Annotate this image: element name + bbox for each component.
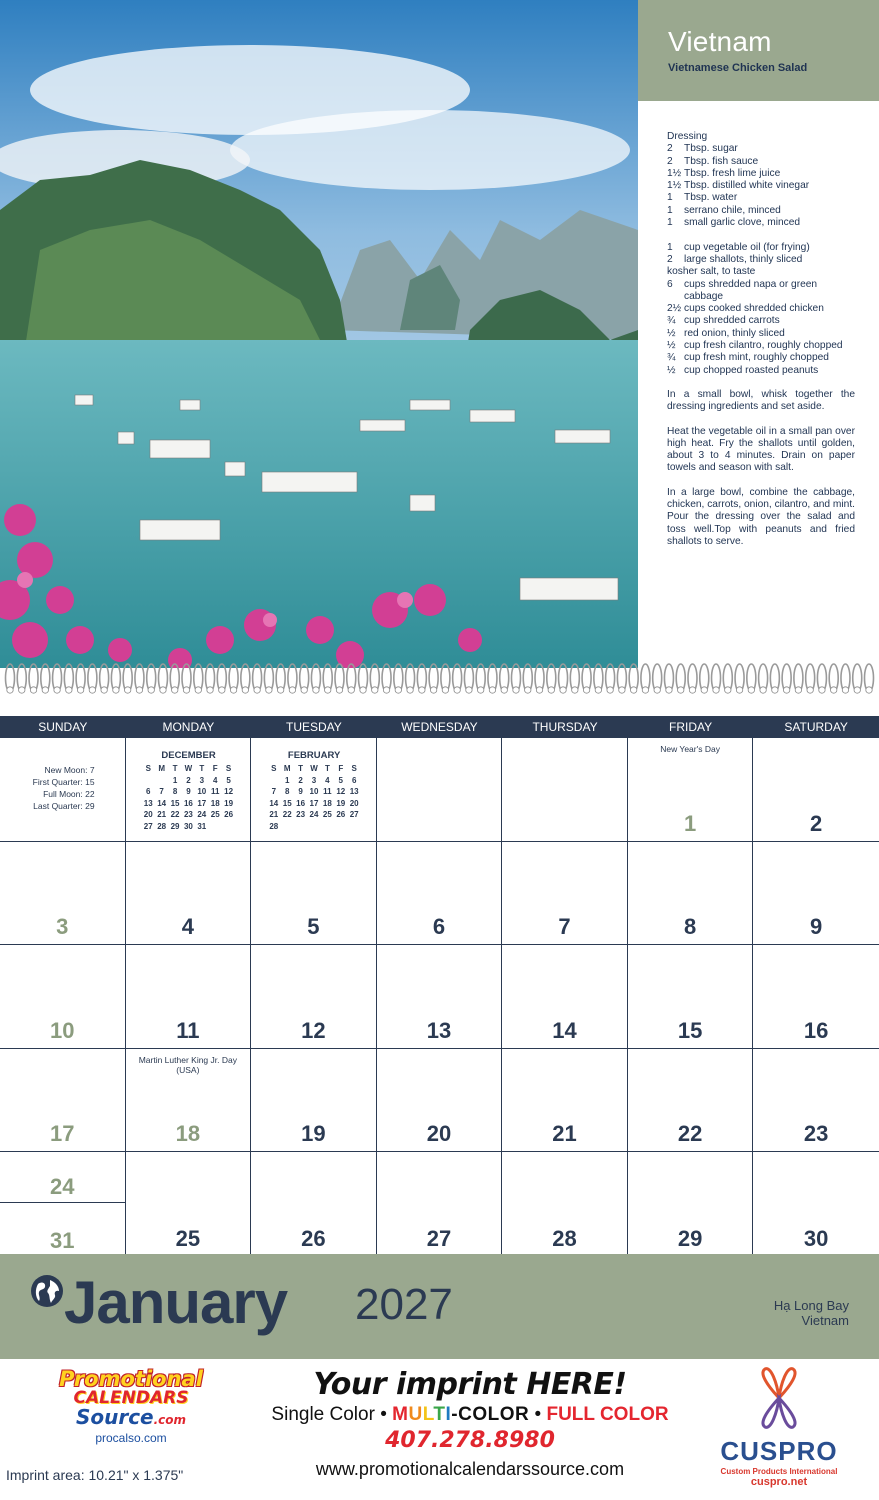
spiral-ring (547, 664, 556, 693)
day-cell (502, 945, 628, 1048)
spiral-ring (311, 664, 320, 693)
spiral-ring (135, 664, 144, 693)
cuspro-url: cuspro.net (750, 1476, 808, 1488)
day-cell (628, 945, 754, 1048)
split-day-bottom (0, 1204, 125, 1256)
spiral-ring (488, 664, 497, 693)
phone-number: 407.278.8980 (385, 1428, 555, 1453)
weekday-wednesday: WEDNESDAY (401, 720, 478, 734)
spiral-ring (88, 664, 97, 693)
spiral-ring (865, 664, 874, 693)
spiral-ring (29, 664, 38, 693)
spiral-ring (606, 664, 615, 693)
ingredient: 1 serrano chile, minced (667, 204, 781, 216)
spiral-ring (464, 664, 473, 693)
ingredient: 1 Tbsp. water (667, 192, 738, 204)
next-month-cell (251, 738, 377, 841)
spiral-ring (806, 664, 815, 693)
holiday-label: Martin Luther King Jr. Day (USA) (138, 1054, 237, 1075)
ingredient: 1½ Tbsp. fresh lime juice (667, 167, 781, 179)
color-options: Single Color • MULTI-COLOR • FULL COLOR (271, 1404, 669, 1425)
prev-month-cell (126, 738, 252, 841)
spiral-ring (500, 664, 509, 693)
spiral-ring (641, 664, 650, 693)
year: 2027 (355, 1280, 453, 1329)
spiral-ring (441, 664, 450, 693)
spiral-ring (370, 664, 379, 693)
day-cell (502, 1049, 628, 1152)
spiral-ring (570, 664, 579, 693)
day-number: 27 (426, 1225, 452, 1251)
spiral-ring (712, 664, 721, 693)
spiral-ring (817, 664, 826, 693)
spiral-ring (582, 664, 591, 693)
ingredient: 1 small garlic clove, minced (667, 217, 801, 229)
spiral-ring (794, 664, 803, 693)
spiral-ring (853, 664, 862, 693)
spiral-ring (429, 664, 438, 693)
spiral-ring (417, 664, 426, 693)
day-cell (126, 1152, 252, 1256)
weekday-tuesday: TUESDAY (286, 720, 342, 734)
month-name: January (64, 1269, 288, 1336)
multi-color-label: MULTI-COLOR (392, 1404, 530, 1425)
spiral-ring (323, 664, 332, 693)
day-number: 25 (175, 1225, 201, 1251)
day-cell (628, 738, 754, 841)
spiral-ring (382, 664, 391, 693)
recipe-body (667, 131, 855, 548)
spiral-ring (511, 664, 520, 693)
day-number: 26 (301, 1225, 326, 1251)
day-cell (753, 945, 879, 1048)
day-number: 10 (50, 1017, 75, 1043)
weekday-sunday: SUNDAY (38, 720, 88, 734)
day-number: 17 (50, 1121, 75, 1146)
day-number: 3 (56, 914, 69, 939)
spiral-ring (347, 664, 356, 693)
ingredient: 1½ Tbsp. distilled white vinegar (667, 180, 810, 192)
spiral-ring (111, 664, 120, 693)
spiral-ring (394, 664, 403, 693)
day-cell (377, 1152, 503, 1256)
recipe-step: In a small bowl, whisk together the dressing ingredients and set aside. (667, 388, 855, 413)
calendar-week (0, 738, 879, 842)
day-number: 8 (683, 914, 697, 939)
day-cell (0, 1049, 126, 1152)
day-cell (377, 945, 503, 1048)
spiral-ring (264, 664, 273, 693)
day-number: 14 (552, 1017, 577, 1043)
day-number: 20 (426, 1121, 452, 1146)
day-cell (753, 1049, 879, 1152)
day-cell (628, 1152, 754, 1256)
day-number: 5 (307, 914, 320, 939)
weekday-friday: FRIDAY (669, 720, 713, 734)
cuspro-flower-icon (739, 1367, 819, 1429)
mini-header: S M T W T F S (271, 764, 357, 773)
day-number: 9 (810, 914, 823, 939)
day-number: 15 (677, 1017, 703, 1043)
globe-icon (30, 1274, 64, 1308)
dressing-label: Dressing (667, 131, 708, 142)
day-number: 2 (810, 810, 823, 836)
mini-calendar-december: DECEMBER S M T W T F S 1 2 3 4 5 6 7 8 9 10 11 12 13 14 15 16 17 18 19 20 21 22 23 24 25 26 27 28 29 30 31 (142, 750, 236, 832)
spiral-binding (0, 656, 879, 700)
ingredient: kosher salt, to taste (667, 266, 756, 278)
moon-phases-cell (0, 738, 126, 841)
day-cell (753, 738, 879, 841)
imprint-headline: Your imprint HERE! (313, 1367, 627, 1402)
spiral-ring (300, 664, 309, 693)
recipe-title: Vietnam (668, 26, 772, 57)
spiral-ring (53, 664, 62, 693)
spiral-ring (182, 664, 191, 693)
day-number: 31 (50, 1227, 75, 1253)
moon-phases: New Moon: 7 First Quarter: 15 Full Moon: 22 Last Quarter: 29 (32, 765, 95, 811)
ingredient: 6 cups shredded napa or green cabbage (667, 278, 818, 302)
spiral-ring (170, 664, 179, 693)
spiral-ring (229, 664, 238, 693)
spiral-ring (194, 664, 203, 693)
spiral-ring (559, 664, 568, 693)
imprint-area (0, 1359, 879, 1500)
cuspro-tagline: Custom Products International (720, 1467, 838, 1476)
day-number: 6 (432, 914, 446, 939)
split-day-top (0, 1152, 125, 1203)
ingredient: 1 cup vegetable oil (for frying) (667, 241, 810, 253)
day-number: 12 (301, 1017, 326, 1043)
spiral-ring (664, 664, 673, 693)
location-country: Vietnam (801, 1313, 849, 1328)
day-cell (251, 842, 377, 945)
spiral-ring (6, 664, 15, 693)
spiral-ring (276, 664, 285, 693)
day-number: 7 (558, 914, 571, 939)
spiral-ring (64, 664, 73, 693)
imprint-size: Imprint area: 10.21" x 1.375" (6, 1467, 184, 1483)
day-number: 18 (175, 1121, 201, 1146)
calendar-week (0, 945, 879, 1049)
spiral-ring (759, 664, 768, 693)
spiral-ring (476, 664, 485, 693)
day-number: 13 (426, 1017, 452, 1043)
spiral-ring (241, 664, 250, 693)
website-url: www.promotionalcalendarssource.com (315, 1459, 625, 1479)
spiral-ring (359, 664, 368, 693)
ingredient: 2 large shallots, thinly sliced (667, 253, 803, 265)
day-number: 22 (677, 1121, 703, 1146)
spiral-ring (617, 664, 626, 693)
day-cell (126, 842, 252, 945)
spiral-ring (147, 664, 156, 693)
location-name: Hạ Long Bay (773, 1298, 849, 1313)
weekday-thursday: THURSDAY (532, 720, 598, 734)
day-cell (628, 842, 754, 945)
ingredient: 2 Tbsp. fish sauce (667, 155, 759, 167)
calendar-week (0, 1049, 879, 1153)
spiral-ring (735, 664, 744, 693)
spiral-ring (523, 664, 532, 693)
day-number: 11 (176, 1017, 200, 1043)
day-cell (753, 1152, 879, 1256)
spiral-ring (123, 664, 132, 693)
spiral-ring (723, 664, 732, 693)
weekday-saturday: SATURDAY (784, 720, 848, 734)
ingredient: ¾ cup fresh mint, roughly chopped (667, 352, 829, 364)
day-cell (753, 842, 879, 945)
spiral-ring (288, 664, 297, 693)
spiral-ring (770, 664, 779, 693)
holiday-label: New Year's Day (660, 744, 720, 754)
spiral-ring (406, 664, 415, 693)
promotional-calendars-source-logo: Promotional CALENDARS Source.com procalso.com (36, 1369, 226, 1445)
spiral-ring (700, 664, 709, 693)
day-cell (251, 1152, 377, 1256)
photo-location (774, 1298, 849, 1328)
imprint-message (240, 1367, 700, 1480)
spiral-ring (535, 664, 544, 693)
spiral-ring (629, 664, 638, 693)
spiral-ring (100, 664, 109, 693)
calendar-week (0, 842, 879, 946)
day-cell (126, 945, 252, 1048)
spiral-ring (782, 664, 791, 693)
ingredient: ½ cup fresh cilantro, roughly chopped (667, 340, 843, 352)
day-cell (628, 1049, 754, 1152)
spiral-ring (17, 664, 26, 693)
day-number: 28 (552, 1225, 577, 1251)
spiral-ring (253, 664, 262, 693)
spiral-ring (217, 664, 226, 693)
spiral-ring (594, 664, 603, 693)
weekday-header (0, 716, 879, 738)
day-number: 24 (50, 1174, 75, 1199)
ingredient: 2½ cups cooked shredded chicken (667, 303, 824, 315)
day-number: 1 (683, 810, 697, 836)
day-cell (502, 842, 628, 945)
spiral-ring (688, 664, 697, 693)
day-number: 19 (301, 1121, 326, 1146)
ingredient: ½ cup chopped roasted peanuts (667, 364, 819, 376)
spiral-ring (76, 664, 85, 693)
day-number: 29 (677, 1225, 703, 1251)
day-cell (126, 1049, 252, 1152)
spiral-ring (747, 664, 756, 693)
spiral-ring (206, 664, 215, 693)
calendar-grid (0, 716, 879, 1256)
day-cell (377, 1049, 503, 1152)
cuspro-logo (694, 1367, 864, 1488)
day-number: 30 (803, 1225, 829, 1251)
spiral-ring (841, 664, 850, 693)
day-cell-empty (377, 738, 503, 841)
cuspro-name: CUSPRO (720, 1436, 838, 1466)
day-cell (251, 1049, 377, 1152)
spiral-ring (335, 664, 344, 693)
spiral-ring (829, 664, 838, 693)
ingredient: 2 Tbsp. sugar (667, 143, 738, 155)
day-cell (0, 945, 126, 1048)
ingredient: ½ red onion, thinly sliced (667, 327, 785, 339)
day-number: 23 (803, 1121, 829, 1146)
scenic-photo (0, 0, 638, 668)
recipe-header (638, 0, 879, 101)
recipe-subtitle: Vietnamese Chicken Salad (668, 62, 808, 74)
calendar-week (0, 1152, 879, 1256)
day-cell-empty (502, 738, 628, 841)
day-number: 21 (552, 1121, 577, 1146)
recipe-step: Heat the vegetable oil in a small pan over high heat. Fry the shallots until golden, about 3 to 4 minutes. Drain on paper towels and season with salt. (667, 425, 855, 474)
recipe-step: In a large bowl, combine the cabbage, chicken, carrots, onion, cilantro, and mint. Pour the dressing over the salad and toss well.Top with peanuts and fried shallots to serve. (667, 486, 855, 547)
ingredient: ¾ cup shredded carrots (667, 315, 780, 327)
day-number: 4 (181, 914, 194, 939)
day-cell (502, 1152, 628, 1256)
month-banner (0, 1254, 879, 1359)
day-cell (0, 842, 126, 945)
logo-url: procalso.com (95, 1431, 167, 1445)
split-day-cell (0, 1152, 126, 1256)
spiral-ring (41, 664, 50, 693)
mini-header: S M T W T F S (145, 764, 232, 773)
spiral-ring (676, 664, 685, 693)
weekday-monday: MONDAY (162, 720, 215, 734)
spiral-ring (653, 664, 662, 693)
mini-calendar-february: FEBRUARY S M T W T F S 1 2 3 4 5 6 7 8 9 10 11 12 13 14 15 16 17 18 19 20 21 22 23 24 25 26 27 28 (267, 750, 361, 832)
spiral-ring (158, 664, 167, 693)
day-cell (377, 842, 503, 945)
spiral-ring (453, 664, 462, 693)
day-cell (251, 945, 377, 1048)
day-number: 16 (803, 1017, 829, 1043)
